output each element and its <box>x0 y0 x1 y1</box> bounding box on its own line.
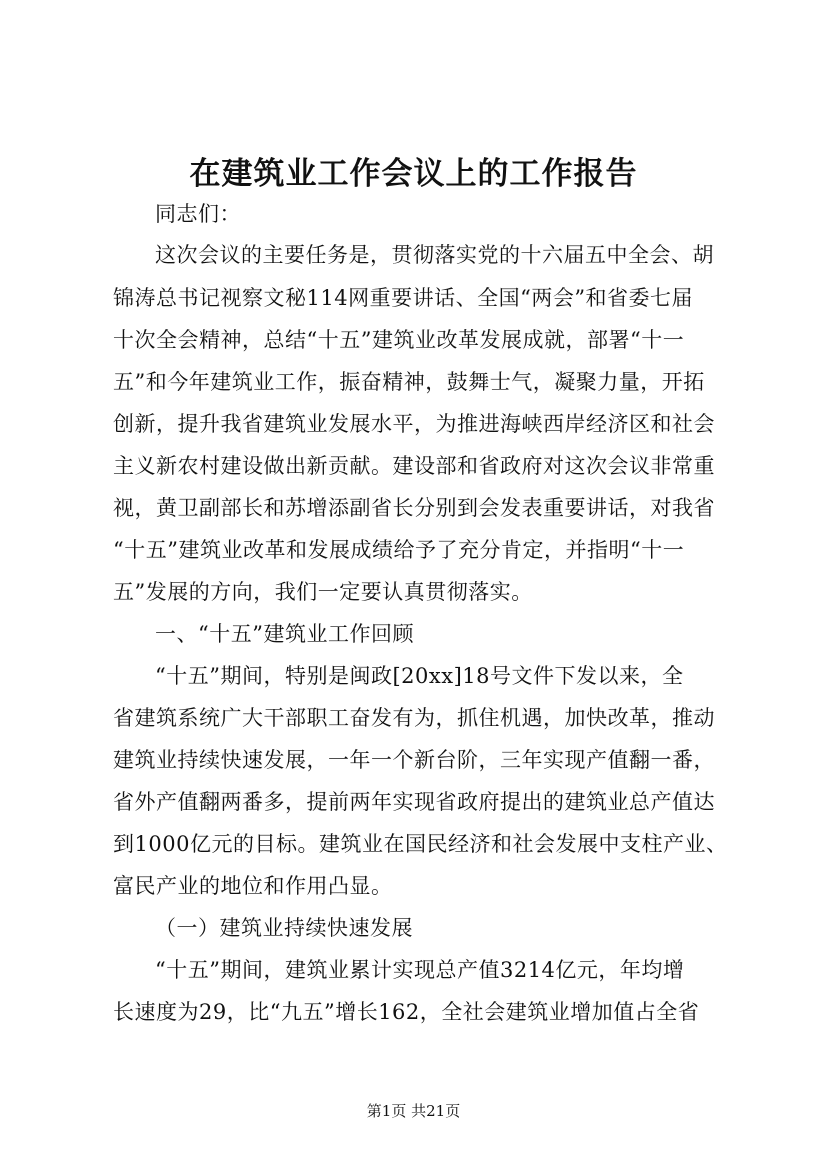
paragraph-line: 到1000亿元的目标。建筑业在国民经济和社会发展中支柱产业、 <box>113 832 728 856</box>
paragraph-line: 主义新农村建设做出新贡献。建设部和省政府对这次会议非常重 <box>113 454 715 478</box>
paragraph-line: 富民产业的地位和作用凸显。 <box>113 874 393 898</box>
section-heading: 一、“十五”建筑业工作回顾 <box>155 622 414 646</box>
paragraph-line: 创新，提升我省建筑业发展水平，为推进海峡西岸经济区和社会 <box>113 412 715 436</box>
paragraph-line: 长速度为29，比“九五”增长162，全社会建筑业增加值占全省 <box>113 1000 700 1024</box>
salutation: 同志们： <box>155 202 241 226</box>
paragraph-line: 建筑业持续快速发展，一年一个新台阶，三年实现产值翻一番， <box>113 748 715 772</box>
paragraph-line: 十次全会精神，总结“十五”建筑业改革发展成就，部署“十一 <box>113 328 685 352</box>
paragraph-line: 省外产值翻两番多，提前两年实现省政府提出的建筑业总产值达 <box>113 790 715 814</box>
paragraph-line: “十五”建筑业改革和发展成绩给予了充分肯定，并指明“十一 <box>113 538 685 562</box>
paragraph-line: 锦涛总书记视察文秘114网重要讲话、全国“两会”和省委七届 <box>113 286 694 310</box>
paragraph-line: 五”发展的方向，我们一定要认真贯彻落实。 <box>113 580 533 604</box>
paragraph-line: 省建筑系统广大干部职工奋发有为，抓住机遇，加快改革，推动 <box>113 706 715 730</box>
subsection-heading: （一）建筑业持续快速发展 <box>155 916 413 940</box>
paragraph-line: 五”和今年建筑业工作，振奋精神，鼓舞士气，凝聚力量，开拓 <box>113 370 705 394</box>
page-number: 第1页 共21页 <box>366 1102 461 1120</box>
document-title: 在建筑业工作会议上的工作报告 <box>189 156 638 192</box>
paragraph-line: 视，黄卫副部长和苏增添副省长分别到会发表重要讲话，对我省 <box>113 496 715 520</box>
paragraph-line: “十五”期间，建筑业累计实现总产值3214亿元，年均增 <box>155 958 685 982</box>
paragraph-line: 这次会议的主要任务是，贯彻落实党的十六届五中全会、胡 <box>155 243 714 267</box>
paragraph-line: “十五”期间，特别是闽政[20xx]18号文件下发以来，全 <box>155 664 684 688</box>
